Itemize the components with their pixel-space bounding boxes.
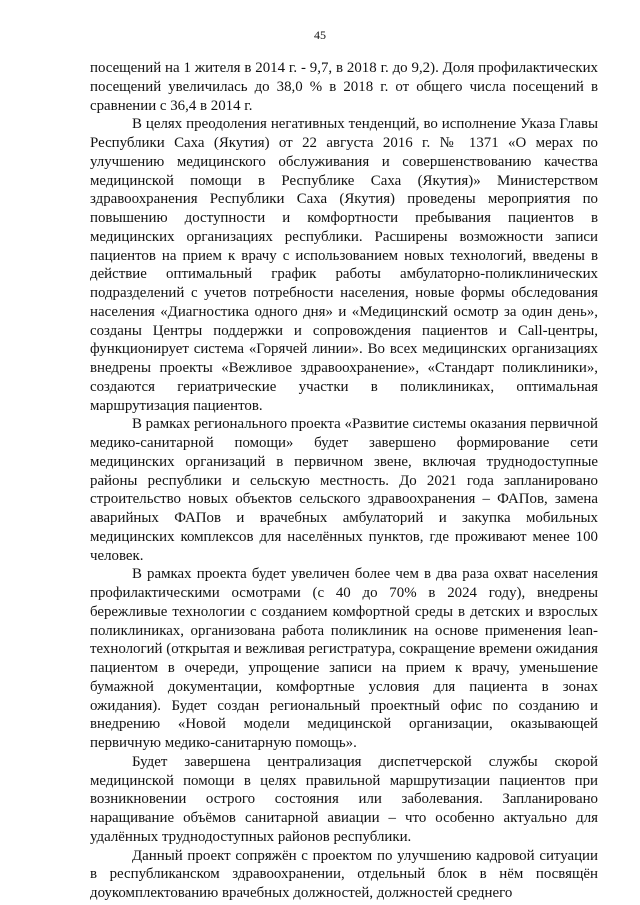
body-text: [90, 59, 598, 903]
paragraph: Будет завершена централизация диспетчерской службы скорой медицинской помощи в целях правильной маршрутизации пациентов при возникновении острого состояния или заболевания. Запланировано наращивание объёмов санитарной авиации – что особенно актуально для удалённых труднодоступных районов республики.: [90, 753, 598, 845]
paragraph: Данный проект сопряжён с проектом по улучшению кадровой ситуации в республиканском здравоохранении, отдельный блок в нём посвящён доукомплектованию врачебных должностей, должностей среднего: [90, 847, 598, 901]
paragraph: В целях преодоления негативных тенденций, во исполнение Указа Главы Республики Саха (Якутия) от 22 августа 2016 г. № 1371 «О мерах по улучшению медицинского обслуживания и совершенствованию качества медицинской помощи в Республике Саха (Якутия)» Министерством здравоохранения Республики Саха (Якутия) проведены мероприятия по повышению доступности и комфортности пребывания пациентов в медицинских организациях республики. Расширены возможности записи пациентов на прием к врачу с использованием новых технологий, введены в действие оптимальный график работы амбулаторно-поликлинических подразделений с учетов потребности населения, новые формы обследования населения «Диагностика одного дня» и «Медицинский осмотр за один день», созданы Центры поддержки и сопровождения пациентов и Call-центры, функционирует система «Горячей линии». Во всех медицинских организациях внедрены проекты «Вежливое здравоохранение», «Стандарт поликлиники», создаются гериатрические участки в поликлиниках, оптимальная маршрутизация пациентов.: [90, 116, 598, 414]
paragraph: В рамках регионального проекта «Развитие системы оказания первичной медико-санитарной помощи» будет завершено формирование сети медицинских организаций в первичном звене, включая труднодоступные районы республики и сельскую местность. До 2021 года запланировано строительство новых объектов сельского здравоохранения – ФАПов, замена аварийных ФАПов и врачебных амбулаторий и закупка мобильных медицинских комплексов для населённых пунктов, где проживают менее 100 человек.: [90, 416, 598, 564]
paragraph: посещений на 1 жителя в 2014 г. - 9,7, в 2018 г. до 9,2). Доля профилактических посещений увеличилась до 38,0 % в 2018 г. от общего числа посещений в сравнении с 36,4 в 2014 г.: [90, 60, 598, 114]
page-number: 45: [314, 28, 326, 42]
paragraph: В рамках проекта будет увеличен более чем в два раза охват населения профилактическими осмотрами (с 40 до 70% в 2024 году), внедрены бережливые технологии с созданием комфортной среды в детских и взрослых поликлиниках, организована работа поликлиник на основе применения lean- технологий (открытая и вежливая регистратура, сокращение времени ожидания пациентом в очереди, упрощение записи на прием к врачу, уменьшение бумажной документации, комфортные условия для пациента в зонах ожидания). Будет создан региональный проектный офис по созданию и внедрению «Новой модели медицинской организации, оказывающей первичную медико-санитарную помощь».: [90, 566, 598, 751]
